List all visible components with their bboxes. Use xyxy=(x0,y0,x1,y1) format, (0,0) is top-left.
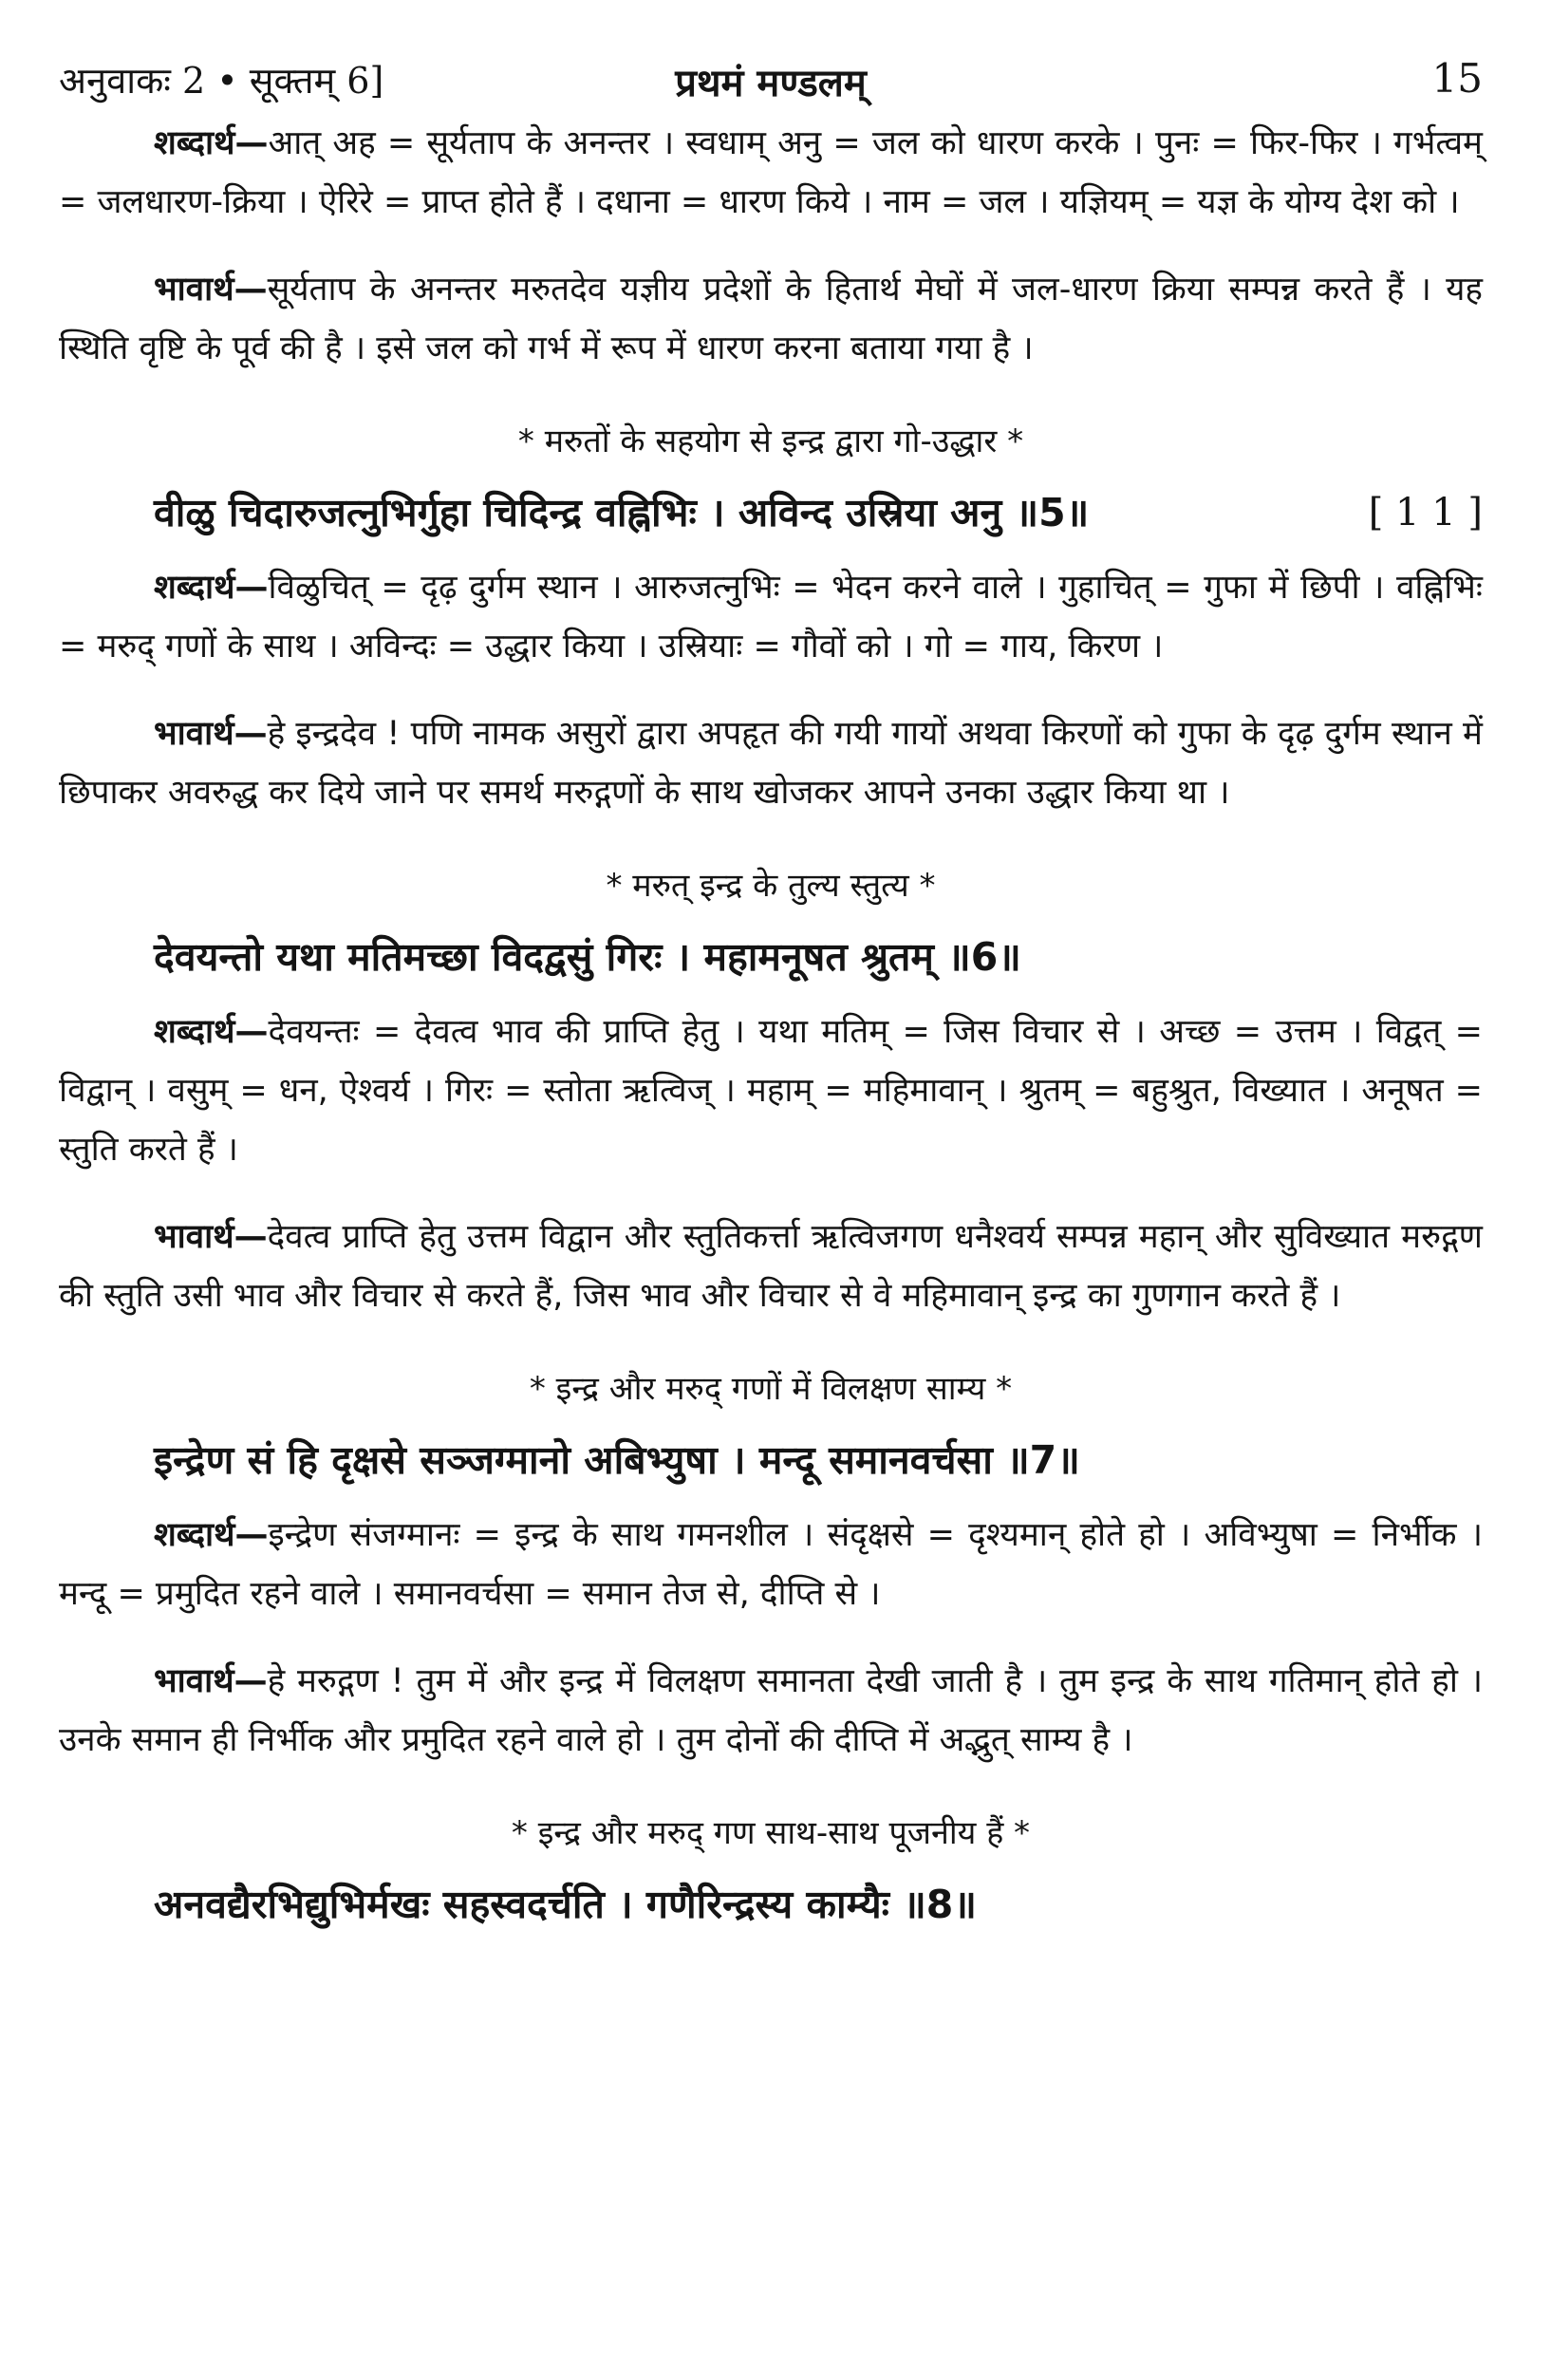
word-meaning-paragraph xyxy=(59,1506,1483,1623)
page-number: 15 xyxy=(1431,55,1483,102)
verse-block-7 xyxy=(59,1359,1483,1770)
mantra-line xyxy=(59,925,1483,989)
word-meaning-label: शब्दार्थ xyxy=(154,1516,235,1554)
verse-block-8 xyxy=(59,1804,1483,1937)
word-meaning-paragraph xyxy=(59,558,1483,676)
meaning-paragraph xyxy=(59,1208,1483,1325)
mantra-text: इन्द्रेण सं हि दृक्षसे सञ्जग्मानो अबिभ्युषा । मन्दू समानवर्चसा ॥7॥ xyxy=(154,1437,1080,1483)
meaning-paragraph xyxy=(59,704,1483,822)
word-meaning-text: देवयन्तः = देवत्व भाव की प्राप्ति हेतु । यथा मतिम् = जिस विचार से । अच्छ = उत्तम । विद्वत् = विद्वान् । वसुम् = धन, ऐश्वर्य । गिरः = स्तोता ऋत्विज् । महाम् = महिमावान् । श्रुतम् = बहुश्रुत, विख्यात । अनूषत = स्तुति करते हैं । xyxy=(59,1013,1483,1169)
section-heading: * इन्द्र और मरुद् गणों में विलक्षण साम्य * xyxy=(529,1370,1013,1408)
section-heading: * इन्द्र और मरुद् गण साथ-साथ पूजनीय हैं * xyxy=(511,1814,1031,1852)
word-meaning-paragraph xyxy=(59,114,1483,232)
word-meaning-text: आत् अह = सूर्यताप के अनन्तर । स्वधाम् अनु = जल को धारण करके । पुनः = फिर-फिर । गर्भत्वम् = जलधारण-क्रिया । ऐरिरे = प्राप्त होते हैं । दधाना = धारण किये । नाम = जल । यज्ञियम् = यज्ञ के योग्य देश को । xyxy=(59,124,1483,221)
meaning-text: हे मरुद्गण ! तुम में और इन्द्र में विलक्षण समानता देखी जाती है । तुम इन्द्र के साथ गतिमान् होते हो । उनके समान ही निर्भीक और प्रमुदित रहने वाले हो । तुम दोनों की दीप्ति में अद्भुत् साम्य है । xyxy=(59,1662,1483,1759)
meaning-label: भावार्थ xyxy=(154,715,234,753)
meaning-paragraph xyxy=(59,1652,1483,1770)
mantra-reference: [ 1 1 ] xyxy=(1368,491,1483,534)
meaning-text: देवत्व प्राप्ति हेतु उत्तम विद्वान और स्तुतिकर्त्ता ऋत्विजगण धनैश्वर्य सम्पन्न महान् और सुविख्यात मरुद्गण की स्तुति उसी भाव और विचार से करते हैं, जिस भाव और विचार से वे महिमावान् इन्द्र का गुणगान करते हैं । xyxy=(59,1218,1483,1315)
dash: — xyxy=(234,1013,269,1051)
header-section-ref: अनुवाकः 2 • सूक्तम् 6] xyxy=(59,60,384,102)
meaning-text: सूर्यताप के अनन्तर मरुतदेव यज्ञीय प्रदेशों के हितार्थ मेघों में जल-धारण क्रिया सम्पन्न करते हैं । यह स्थिति वृष्टि के पूर्व की है । इसे जल को गर्भ में रूप में धारण करना बताया गया है । xyxy=(59,271,1483,367)
dash: — xyxy=(234,1662,268,1700)
word-meaning-label: शब्दार्थ xyxy=(154,569,235,607)
mantra-line xyxy=(59,1872,1483,1937)
dash: — xyxy=(234,715,268,753)
mantra-text: अनवद्यैरभिद्युभिर्मखः सहस्वदर्चति । गणैरिन्द्रस्य काम्यैः ॥8॥ xyxy=(154,1882,977,1927)
verse-block-5 xyxy=(59,412,1483,822)
word-meaning-text: विळुचित् = दृढ़ दुर्गम स्थान । आरुजत्नुभिः = भेदन करने वाले । गुहाचित् = गुफा में छिपी । वह्निभिः = मरुद् गणों के साथ । अविन्दः = उद्धार किया । उस्रियाः = गौवों को । गो = गाय, किरण । xyxy=(59,569,1483,665)
word-meaning-paragraph xyxy=(59,1003,1483,1179)
dash: — xyxy=(234,1218,268,1256)
section-heading: * मरुतों के सहयोग से इन्द्र द्वारा गो-उद्धार * xyxy=(517,422,1024,460)
mantra-line xyxy=(59,480,1483,545)
verse-block-6 xyxy=(59,856,1483,1325)
section-heading: * मरुत् इन्द्र के तुल्य स्तुत्य * xyxy=(606,867,936,905)
dash: — xyxy=(234,271,268,309)
header-title: प्रथमं मण्डलम् xyxy=(675,61,867,105)
dash: — xyxy=(234,569,269,607)
meaning-label: भावार्थ xyxy=(154,1218,234,1256)
meaning-label: भावार्थ xyxy=(154,271,234,309)
word-meaning-label: शब्दार्थ xyxy=(154,124,235,162)
verse-block-4 xyxy=(59,114,1483,378)
meaning-label: भावार्थ xyxy=(154,1662,234,1700)
meaning-text: हे इन्द्रदेव ! पणि नामक असुरों द्वारा अपहृत की गयी गायों अथवा किरणों को गुफा के दृढ़ दुर्गम स्थान में छिपाकर अवरुद्ध कर दिये जाने पर समर्थ मरुद्गणों के साथ खोजकर आपने उनका उद्धार किया था । xyxy=(59,715,1483,812)
mantra-line xyxy=(59,1428,1483,1492)
dash: — xyxy=(234,124,269,162)
running-header xyxy=(59,38,1483,114)
dash: — xyxy=(234,1516,269,1554)
page xyxy=(59,38,1483,1950)
mantra-text: देवयन्तो यथा मतिमच्छा विदद्वसुं गिरः । महामनूषत श्रुतम् ॥6॥ xyxy=(154,934,1021,980)
meaning-paragraph xyxy=(59,260,1483,378)
word-meaning-label: शब्दार्थ xyxy=(154,1013,235,1051)
word-meaning-text: इन्द्रेण संजग्मानः = इन्द्र के साथ गमनशील । संदृक्षसे = दृश्यमान् होते हो । अविभ्युषा = निर्भीक । मन्दू = प्रमुदित रहने वाले । समानवर्चसा = समान तेज से, दीप्ति से । xyxy=(59,1516,1483,1613)
mantra-text: वीळु चिदारुजत्नुभिर्गुहा चिदिन्द्र वह्निभिः । अविन्द उस्रिया अनु ॥5॥ xyxy=(154,490,1090,535)
